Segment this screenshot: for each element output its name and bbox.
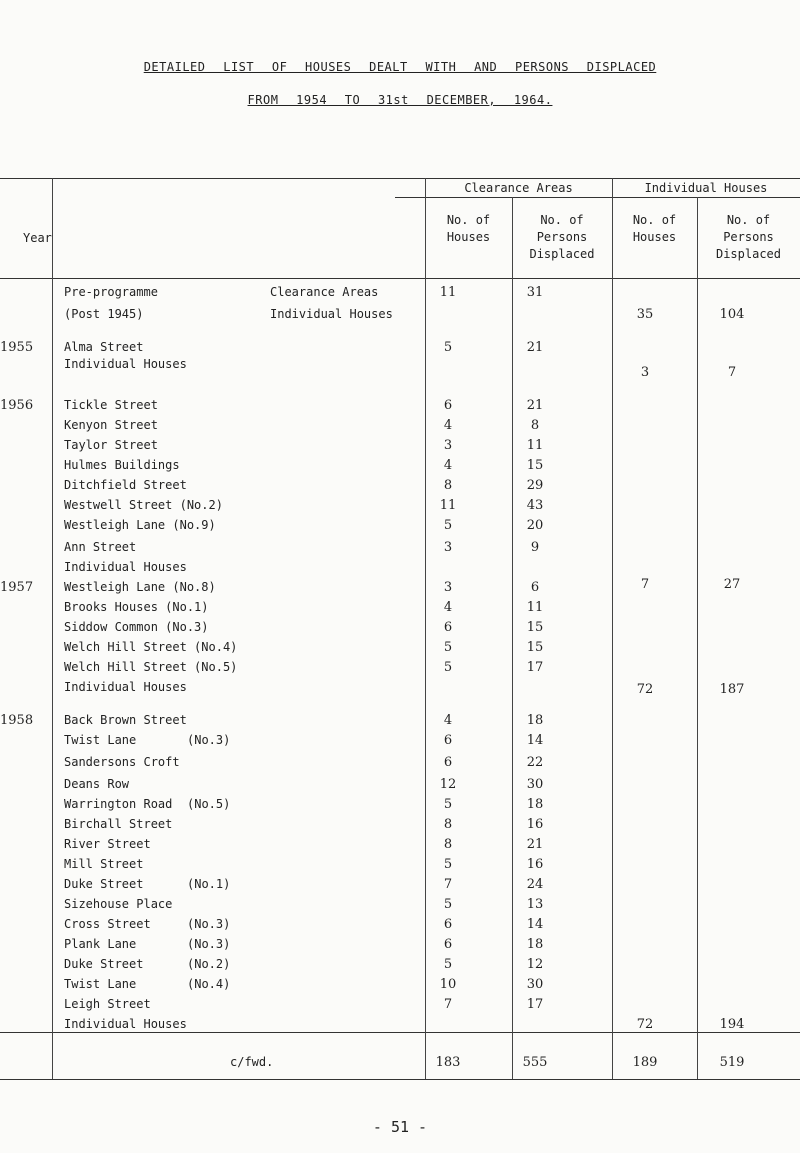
row-ca-houses: 8	[443, 817, 453, 832]
row-ca-houses: 7	[443, 877, 453, 892]
row-sub-label: (No.1)	[187, 877, 231, 891]
row-ca-houses: 5	[443, 957, 453, 972]
carried-forward-label: c/fwd.	[230, 1055, 274, 1069]
row-ca-persons: 17	[526, 660, 544, 675]
row-label: Back Brown Street	[64, 713, 187, 727]
row-ca-persons: 22	[526, 755, 544, 770]
row-label: Brooks Houses (No.1)	[64, 600, 209, 614]
row-label: Mill Street	[64, 857, 144, 871]
row-label: Kenyon Street	[64, 418, 158, 432]
row-ca-persons: 30	[526, 777, 544, 792]
row-ca-persons: 14	[526, 733, 544, 748]
row-ca-houses: 5	[443, 897, 453, 912]
row-ca-persons: 16	[526, 817, 544, 832]
row-label: Twist Lane	[64, 733, 137, 747]
year-1957: 1957	[0, 580, 34, 595]
row-label: Welch Hill Street (No.4)	[64, 640, 238, 654]
row-ca-houses: 3	[443, 580, 453, 595]
row-ca-persons: 29	[526, 478, 544, 493]
row-label: Duke Street	[64, 957, 144, 971]
row-ca-persons: 15	[526, 640, 544, 655]
row-ih-persons: 194	[719, 1017, 745, 1032]
row-label: Sandersons Croft	[64, 755, 180, 769]
row-ca-houses: 8	[443, 478, 453, 493]
row-label: Individual Houses	[64, 1017, 187, 1031]
row-sub-label: (No.4)	[187, 977, 231, 991]
row-sub-label: (No.3)	[187, 917, 231, 931]
row-label: Westwell Street (No.2)	[64, 498, 223, 512]
row-label: Warrington Road	[64, 797, 173, 811]
row-label: River Street	[64, 837, 151, 851]
table-bottom-rule	[0, 1079, 800, 1080]
ca-persons-header: No. of Persons Displaced	[529, 213, 595, 261]
row-ca-houses: 3	[443, 540, 453, 555]
row-label: Individual Houses	[64, 357, 187, 371]
row-ih-persons: 187	[719, 682, 745, 697]
row-ca-houses: 11	[439, 498, 457, 513]
row-ca-houses: 10	[439, 977, 457, 992]
row-ca-persons: 15	[526, 620, 544, 635]
row-ih-persons: 7	[727, 365, 737, 380]
row-label: Twist Lane	[64, 977, 137, 991]
row-sub-label: (No.2)	[187, 957, 231, 971]
row-ca-persons: 11	[526, 600, 544, 615]
row-ca-houses: 12	[439, 777, 457, 792]
row-ca-houses: 4	[443, 418, 453, 433]
row-ca-houses: 5	[443, 640, 453, 655]
row-ca-houses: 4	[443, 458, 453, 473]
row-label: Ditchfield Street	[64, 478, 187, 492]
row-label: Individual Houses	[64, 560, 187, 574]
row-ca-houses: 5	[443, 518, 453, 533]
row-label: Duke Street	[64, 877, 144, 891]
row-ca-persons: 43	[526, 498, 544, 513]
row-ca-persons: 12	[526, 957, 544, 972]
row-ca-persons: 16	[526, 857, 544, 872]
year-1958: 1958	[0, 713, 34, 728]
row-label: Leigh Street	[64, 997, 151, 1011]
row-ca-persons: 15	[526, 458, 544, 473]
row-ca-persons: 18	[526, 797, 544, 812]
row-ca-houses: 4	[443, 713, 453, 728]
pre-programme-ca-houses: 11	[439, 285, 457, 300]
document-title: DETAILED LIST OF HOUSES DEALT WITH AND PERSONS DISPLACED	[143, 60, 657, 74]
row-ca-houses: 4	[443, 600, 453, 615]
row-label: Welch Hill Street (No.5)	[64, 660, 238, 674]
row-ca-persons: 14	[526, 917, 544, 932]
row-ca-houses: 6	[443, 620, 453, 635]
row-label: Plank Lane	[64, 937, 137, 951]
year-1956: 1956	[0, 398, 34, 413]
row-ca-persons: 18	[526, 713, 544, 728]
row-sub-label: (No.3)	[187, 937, 231, 951]
row-ca-persons: 11	[526, 438, 544, 453]
total-ca-persons: 555	[522, 1055, 548, 1070]
pre-programme-label: Pre-programme	[64, 285, 158, 299]
row-ca-houses: 5	[443, 797, 453, 812]
row-ca-persons: 20	[526, 518, 544, 533]
header-group-rule	[395, 197, 800, 198]
row-label: Cross Street	[64, 917, 151, 931]
header-bottom-rule	[0, 278, 800, 279]
pre-programme-ca-persons: 31	[526, 285, 544, 300]
totals-top-rule	[0, 1032, 800, 1033]
row-sub-label: (No.3)	[187, 733, 231, 747]
row-ca-houses: 7	[443, 997, 453, 1012]
row-ca-persons: 18	[526, 937, 544, 952]
document-subtitle: FROM 1954 TO 31st DECEMBER, 1964.	[247, 93, 553, 107]
row-label: Tickle Street	[64, 398, 158, 412]
table-top-rule	[0, 178, 800, 179]
row-label: Westleigh Lane (No.8)	[64, 580, 216, 594]
year-header: Year	[23, 231, 52, 245]
row-ca-houses: 5	[443, 660, 453, 675]
row-ca-persons: 30	[526, 977, 544, 992]
clearance-areas-header: Clearance Areas	[464, 181, 573, 195]
post-1945-ih-persons: 104	[719, 307, 745, 322]
year-column-rule	[52, 178, 53, 1079]
individual-houses-header: Individual Houses	[644, 181, 768, 195]
row-label: Ann Street	[64, 540, 137, 554]
row-ca-persons: 21	[526, 837, 544, 852]
row-label: Deans Row	[64, 777, 130, 791]
row-ih-houses: 72	[636, 1017, 654, 1032]
row-ca-persons: 6	[530, 580, 540, 595]
row-label: Individual Houses	[64, 680, 187, 694]
row-ca-houses: 6	[443, 733, 453, 748]
pre-programme-note: Clearance Areas	[270, 285, 379, 299]
row-label: Sizehouse Place	[64, 897, 173, 911]
row-ca-houses: 8	[443, 837, 453, 852]
ca-houses-header: No. of Houses	[446, 213, 491, 244]
row-ca-persons: 24	[526, 877, 544, 892]
row-ca-houses: 6	[443, 755, 453, 770]
row-ih-houses: 7	[640, 577, 650, 592]
row-ca-houses: 6	[443, 937, 453, 952]
ih-persons-column-rule	[697, 197, 698, 1079]
row-label: Birchall Street	[64, 817, 173, 831]
row-ih-persons: 27	[723, 577, 741, 592]
individual-column-rule	[612, 178, 613, 1079]
row-ca-persons: 21	[526, 340, 544, 355]
row-ca-persons: 9	[530, 540, 540, 555]
row-label: Siddow Common (No.3)	[64, 620, 209, 634]
row-ca-houses: 6	[443, 917, 453, 932]
row-ca-persons: 17	[526, 997, 544, 1012]
row-ca-persons: 21	[526, 398, 544, 413]
row-label: Alma Street	[64, 340, 144, 354]
ih-houses-header: No. of Houses	[632, 213, 677, 244]
row-label: Hulmes Buildings	[64, 458, 180, 472]
post-1945-label: (Post 1945)	[64, 307, 144, 321]
total-ih-houses: 189	[632, 1055, 658, 1070]
row-ca-houses: 5	[443, 340, 453, 355]
page-number: - 51 -	[372, 1118, 428, 1136]
post-1945-ih-houses: 35	[636, 307, 654, 322]
ih-persons-header: No. of Persons Displaced	[715, 213, 782, 261]
row-ih-houses: 72	[636, 682, 654, 697]
row-ca-persons: 8	[530, 418, 540, 433]
row-ca-houses: 6	[443, 398, 453, 413]
post-1945-note: Individual Houses	[270, 307, 393, 321]
row-ca-houses: 3	[443, 438, 453, 453]
row-ca-houses: 5	[443, 857, 453, 872]
row-label: Westleigh Lane (No.9)	[64, 518, 216, 532]
year-1955: 1955	[0, 340, 34, 355]
row-sub-label: (No.5)	[187, 797, 231, 811]
row-ih-houses: 3	[640, 365, 650, 380]
total-ih-persons: 519	[719, 1055, 745, 1070]
row-ca-persons: 13	[526, 897, 544, 912]
total-ca-houses: 183	[435, 1055, 461, 1070]
row-label: Taylor Street	[64, 438, 158, 452]
